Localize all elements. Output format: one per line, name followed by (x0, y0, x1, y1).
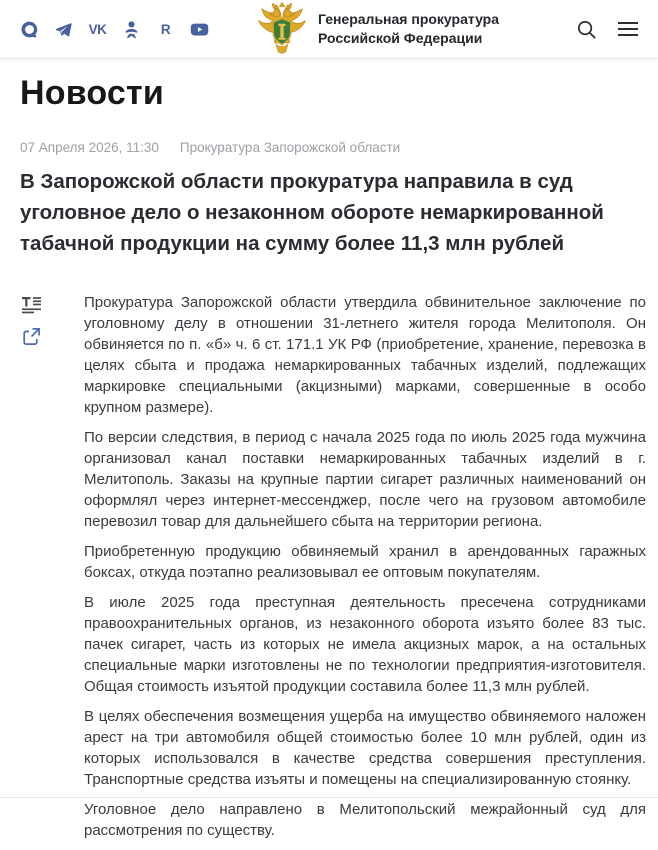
article-meta (20, 140, 646, 155)
news-page (0, 74, 658, 850)
youtube-icon[interactable] (190, 20, 209, 39)
article-source-link[interactable]: Прокуратура Запорожской области (179, 140, 401, 155)
article-paragraph: Прокуратура Запорожской области утвердила обвинительное заключение по уголовному делу в отношении 31-летнего жителя города Мелитополя. Он обвиняется по п. «б» ч. 6 ст. 171.1 УК РФ (приобретение, хранение, перевозка в целях сбыта и продажа немаркированных табачных изделий, подлежащих маркировке специальными (акцизными) марками, совершенные в особо крупном размере). (84, 294, 646, 416)
article-paragraph: Уголовное дело направлено в Мелитопольский межрайонный суд для рассмотрения по существу. (84, 801, 646, 839)
share-icon[interactable] (20, 325, 42, 347)
article-content (20, 292, 646, 850)
org-name-line2: Российской Федерации (317, 30, 483, 46)
org-name (318, 10, 499, 48)
site-header (0, 0, 658, 59)
article-date: 07 Апреля 2026, 11:30 (20, 140, 159, 155)
header-actions (575, 18, 638, 41)
text-size-icon[interactable] (20, 294, 42, 316)
page-title: Новости (20, 74, 164, 112)
telegram-icon[interactable] (54, 20, 73, 39)
rutube-icon[interactable]: R (160, 21, 171, 37)
article-paragraph: В июле 2025 года преступная деятельность пресечена сотрудниками правоохранительных органов, из незаконного оборота изъято более 83 тыс. пачек сигарет, часть из которых не имела акцизных марок, а на остальных специальные марки изготовлены не по технологии предприятия-изготовителя. Общая стоимость изъятой продукции составила более 11,3 млн рублей. (84, 594, 646, 695)
article-tools (20, 292, 84, 850)
article-paragraph: Приобретенную продукцию обвиняемый хранил в арендованных гаражных боксах, откуда поэтапно реализовывал ее оптовым покупателям. (84, 543, 646, 581)
messenger-icon[interactable] (20, 20, 39, 39)
bottom-divider (0, 797, 658, 798)
article-paragraph: В целях обеспечения возмещения ущерба на имущество обвиняемого наложен арест на три автомобиля общей стоимостью более 10 млн рублей, один из которых использовался в качестве средства совершения преступления. Транспортные средства изъяты и помещены на специализированную стоянку. (84, 708, 646, 788)
article-title: В Запорожской области прокуратура направила в суд уголовное дело о незаконном обороте немаркированной табачной продукции на сумму более 11,3 млн рублей (20, 170, 604, 255)
odnoklassniki-icon[interactable] (122, 20, 141, 39)
article-paragraph: По версии следствия, в период с начала 2025 года по июль 2025 года мужчина организовал канал поставки немаркированных табачных изделий в г. Мелитополь. Заказы на крупные партии сигарет различных наименований он оформлял через интернет-мессенджер, после чего на грузовом автомобиле перевозил товар для дальнейшего сбыта на территории региона. (84, 429, 646, 530)
social-links (20, 20, 209, 39)
vk-icon[interactable]: VK (88, 21, 107, 37)
search-icon[interactable] (575, 18, 598, 41)
prosecutor-emblem-icon (255, 2, 309, 56)
site-logo[interactable] (255, 2, 499, 56)
article-body (84, 292, 646, 850)
org-name-line1: Генеральная прокуратура (317, 11, 500, 27)
menu-icon[interactable] (618, 21, 638, 37)
